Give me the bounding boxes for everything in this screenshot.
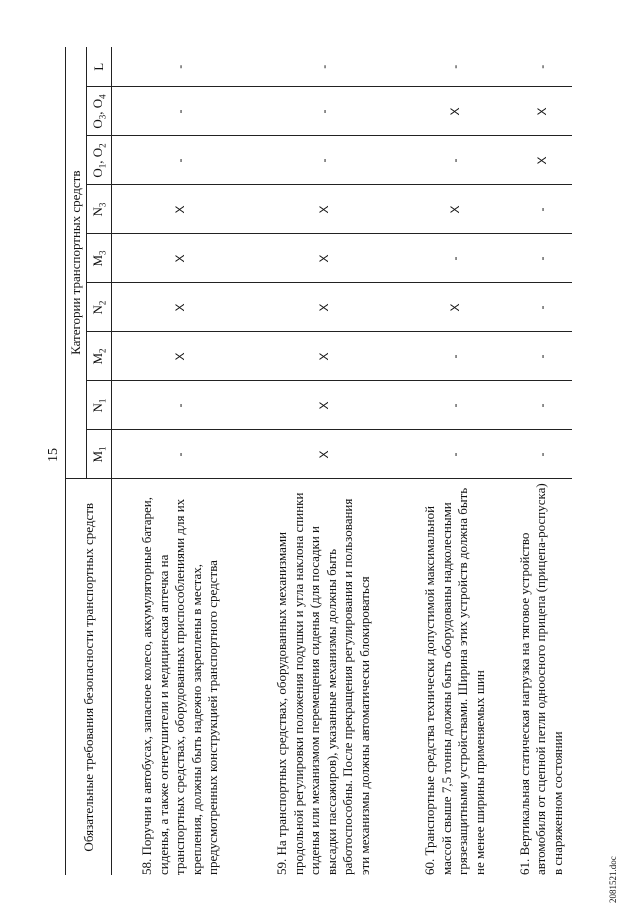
- category-mark: X: [399, 87, 512, 136]
- category-code-cell: $O_1$, $O_2$: [87, 136, 112, 185]
- category-mark: -: [399, 381, 512, 430]
- category-mark: -: [399, 430, 512, 479]
- category-mark: X: [112, 234, 249, 283]
- category-header: Категории транспортных средств: [66, 47, 87, 479]
- category-code-cell: $M_3$: [87, 234, 112, 283]
- table-row: [399, 47, 512, 875]
- category-mark: -: [249, 47, 399, 87]
- category-mark: -: [112, 136, 249, 185]
- category-mark: -: [399, 47, 512, 87]
- category-mark: -: [512, 185, 572, 234]
- table-row: [512, 47, 572, 875]
- category-mark: -: [512, 430, 572, 479]
- category-mark: -: [399, 234, 512, 283]
- category-mark: X: [112, 185, 249, 234]
- category-code-cell: $M_2$: [87, 332, 112, 381]
- category-code-cell: $N_2$: [87, 283, 112, 332]
- category-mark: -: [112, 430, 249, 479]
- category-code-cell: $O_3$, $O_4$: [87, 87, 112, 136]
- category-mark: -: [112, 87, 249, 136]
- requirement-text: 61. Вертикальная статическая нагрузка на тяговое устройство автомобиля от сцепной петли одноосного прицепа (прицепа-роспуска) в снаряженном состоянии: [516, 483, 565, 875]
- category-mark: X: [249, 332, 399, 381]
- category-mark: -: [512, 47, 572, 87]
- category-mark: -: [399, 332, 512, 381]
- category-mark: -: [512, 332, 572, 381]
- category-mark: X: [399, 283, 512, 332]
- category-mark: X: [249, 234, 399, 283]
- requirement-header: Обязательные требования безопасности транспортных средств: [66, 479, 112, 875]
- category-mark: X: [249, 283, 399, 332]
- category-mark: X: [399, 185, 512, 234]
- category-mark: X: [249, 185, 399, 234]
- page-number: 15: [46, 448, 61, 462]
- requirements-table: [65, 47, 572, 875]
- category-mark: -: [512, 234, 572, 283]
- table-body: [112, 47, 572, 875]
- category-mark: X: [512, 87, 572, 136]
- requirement-text: 60. Транспортные средства технически допустимой максимальной массой свыше 7,5 тонны должны быть оборудованы надколесными грязезащитными устройствами. Ширина этих устройств должна быть не менее ширины применяемых шин: [422, 487, 487, 875]
- category-code-cell: $N_3$: [87, 185, 112, 234]
- category-mark: X: [249, 381, 399, 430]
- category-mark: X: [112, 332, 249, 381]
- requirement-text: 58. Поручни в автобусах, запасное колесо, аккумуляторные батареи, сиденья, а также огнетушители и медицинская аптечка на транспортных средствах, оборудованных приспособлениями для их крепления, должны быть надежно закреплены в местах, предусмотренных конструкцией транспортного средства: [139, 497, 220, 875]
- category-mark: X: [249, 430, 399, 479]
- document-id: 2081521.doc: [608, 856, 618, 903]
- category-mark: -: [512, 381, 572, 430]
- category-mark: -: [112, 47, 249, 87]
- table-row: [112, 47, 249, 875]
- category-mark: -: [399, 136, 512, 185]
- category-code-cell: L: [87, 47, 112, 87]
- category-mark: -: [249, 136, 399, 185]
- category-mark: X: [112, 283, 249, 332]
- category-mark: X: [512, 136, 572, 185]
- category-code-cell: $M_1$: [87, 430, 112, 479]
- table-row: [249, 47, 399, 875]
- category-mark: -: [512, 283, 572, 332]
- category-code-cell: $N_1$: [87, 381, 112, 430]
- category-mark: -: [249, 87, 399, 136]
- requirement-text: 59. На транспортных средствах, оборудованных механизмами продольной регулировки положения подушки и угла наклона спинки сиденья или механизмом перемещения сиденья (для посадки и высадки пассажиров), указанные механизмы должны быть работоспособны. После прекращения регулирования и пользования эти механизмы должны автоматически блокироваться: [274, 492, 372, 875]
- category-mark: -: [112, 381, 249, 430]
